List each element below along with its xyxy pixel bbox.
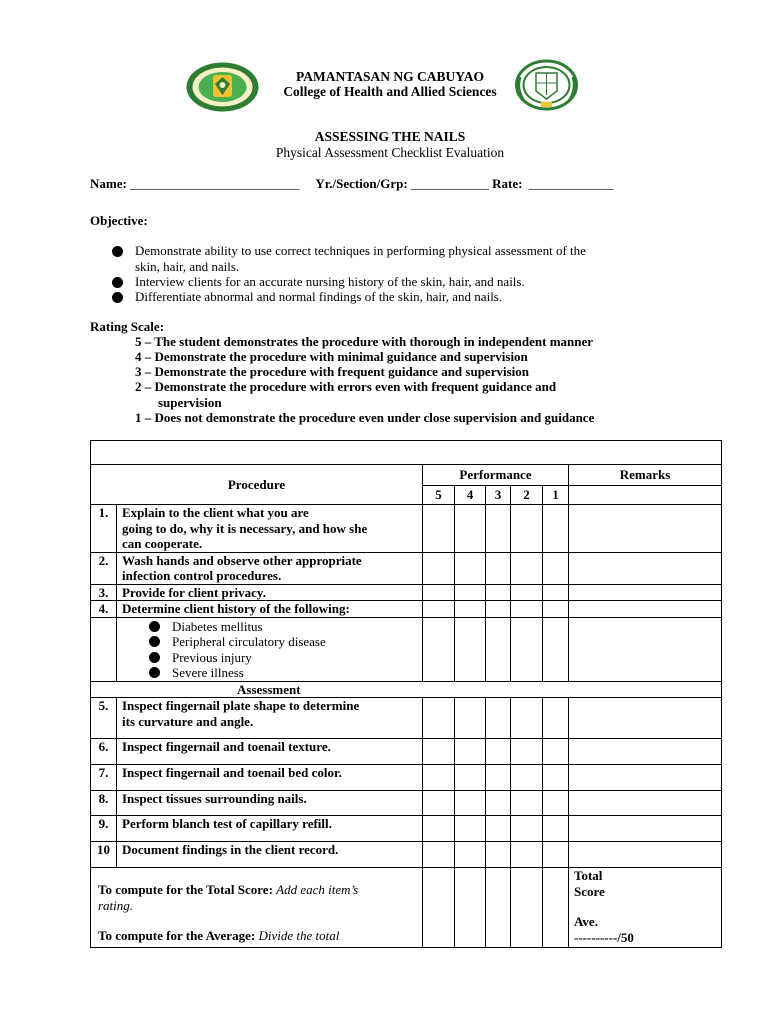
section-blank[interactable]: ____________ bbox=[410, 176, 489, 191]
item-number: 5. bbox=[91, 698, 117, 739]
table-row bbox=[91, 816, 722, 842]
rating-scale-line: supervision bbox=[158, 395, 222, 410]
score-cell[interactable] bbox=[455, 698, 486, 739]
score-cell[interactable] bbox=[543, 698, 569, 739]
score-cell[interactable] bbox=[543, 584, 569, 601]
score-cell[interactable] bbox=[455, 739, 486, 765]
total-score-row bbox=[91, 868, 722, 948]
student-info-line bbox=[90, 176, 613, 192]
score-cell[interactable] bbox=[486, 505, 511, 553]
objective-text: Demonstrate ability to use correct techniques in performing physical assessment of the bbox=[135, 243, 586, 258]
page-title: ASSESSING THE NAILS bbox=[314, 129, 466, 144]
score-cell[interactable] bbox=[511, 617, 543, 681]
score-cell[interactable] bbox=[543, 739, 569, 765]
empty-cell bbox=[91, 617, 117, 681]
bullet-icon bbox=[149, 636, 160, 647]
score-cell[interactable] bbox=[543, 601, 569, 618]
item-number: 9. bbox=[91, 816, 117, 842]
item-number: 4. bbox=[91, 601, 117, 618]
list-item: Severe illness bbox=[149, 665, 417, 681]
score-cell[interactable] bbox=[455, 816, 486, 842]
score-cell[interactable] bbox=[455, 505, 486, 553]
page-subtitle: Physical Assessment Checklist Evaluation bbox=[275, 145, 505, 160]
score-header: 4 bbox=[455, 486, 486, 505]
score-cell[interactable] bbox=[423, 842, 455, 868]
score-cell[interactable] bbox=[511, 816, 543, 842]
item-text: Inspect fingernail and toenail texture. bbox=[117, 739, 423, 765]
score-cell[interactable] bbox=[423, 816, 455, 842]
college-name: College of Health and Allied Sciences bbox=[283, 84, 497, 99]
score-cell[interactable] bbox=[486, 739, 511, 765]
score-cell[interactable] bbox=[423, 601, 455, 618]
item-number: 6. bbox=[91, 739, 117, 765]
score-cell[interactable] bbox=[543, 765, 569, 791]
score-cell[interactable] bbox=[455, 584, 486, 601]
item-number: 2. bbox=[91, 552, 117, 584]
bullet-icon bbox=[149, 667, 160, 678]
list-item: Diabetes mellitus bbox=[149, 619, 417, 635]
rating-scale-line: 1 – Does not demonstrate the procedure even under close supervision and guidance bbox=[135, 410, 595, 425]
table-row bbox=[91, 698, 722, 739]
item-text: Wash hands and observe other appropriate infection control procedures. bbox=[117, 552, 423, 584]
performance-header: Performance bbox=[423, 465, 569, 486]
score-cell[interactable] bbox=[511, 505, 543, 553]
score-cell[interactable] bbox=[423, 765, 455, 791]
name-label: Name: bbox=[90, 176, 127, 191]
compute-instructions: To compute for the Total Score: Add each item’s rating. To compute for the Average: Divide the total bbox=[91, 868, 423, 948]
remarks-cell[interactable] bbox=[569, 584, 722, 601]
score-cell[interactable] bbox=[511, 842, 543, 868]
item-number: 7. bbox=[91, 765, 117, 791]
item-text: Inspect fingernail plate shape to determine its curvature and angle. bbox=[117, 698, 423, 739]
score-cell[interactable] bbox=[486, 584, 511, 601]
score-cell[interactable] bbox=[511, 868, 543, 948]
remarks-cell[interactable] bbox=[569, 791, 722, 816]
score-cell[interactable] bbox=[543, 552, 569, 584]
table-row bbox=[91, 765, 722, 791]
objective-text: skin, hair, and nails. bbox=[135, 259, 240, 274]
score-cell[interactable] bbox=[511, 765, 543, 791]
score-cell[interactable] bbox=[511, 739, 543, 765]
score-cell[interactable] bbox=[486, 765, 511, 791]
remarks-cell[interactable] bbox=[569, 765, 722, 791]
score-cell[interactable] bbox=[486, 842, 511, 868]
bullet-icon bbox=[112, 277, 123, 288]
assessment-label: Assessment bbox=[91, 681, 722, 698]
remarks-cell[interactable] bbox=[569, 617, 722, 681]
item-text: Explain to the client what you are going to do, why it is necessary, and how she can cooperate. bbox=[117, 505, 423, 553]
remarks-cell[interactable] bbox=[569, 842, 722, 868]
item-number: 1. bbox=[91, 505, 117, 553]
score-cell[interactable] bbox=[455, 842, 486, 868]
score-cell[interactable] bbox=[423, 617, 455, 681]
bullet-icon bbox=[112, 292, 123, 303]
score-cell[interactable] bbox=[511, 584, 543, 601]
section-label: Yr./Section/Grp: bbox=[315, 176, 408, 191]
objective-item bbox=[112, 289, 502, 305]
table-row bbox=[91, 842, 722, 868]
objective-label: Objective: bbox=[90, 213, 148, 228]
remarks-cell[interactable] bbox=[569, 739, 722, 765]
rating-scale-line: 5 – The student demonstrates the procedure with thorough in independent manner bbox=[135, 334, 594, 349]
remarks-header: Remarks bbox=[569, 465, 722, 486]
score-cell[interactable] bbox=[511, 791, 543, 816]
score-header: 3 bbox=[486, 486, 511, 505]
score-cell[interactable] bbox=[455, 791, 486, 816]
item-text: Inspect fingernail and toenail bed color. bbox=[117, 765, 423, 791]
rating-scale-line: 2 – Demonstrate the procedure with errors even with frequent guidance and bbox=[135, 379, 557, 394]
remarks-cell[interactable] bbox=[569, 486, 722, 505]
score-cell[interactable] bbox=[486, 868, 511, 948]
remarks-cell[interactable] bbox=[569, 601, 722, 618]
university-name: PAMANTASAN NG CABUYAO bbox=[295, 69, 484, 84]
score-header: 1 bbox=[543, 486, 569, 505]
table-row bbox=[91, 601, 722, 618]
total-score-cell[interactable]: Total Score Ave. ----------/50 bbox=[569, 868, 722, 948]
score-cell[interactable] bbox=[423, 698, 455, 739]
item-text: Determine client history of the following: bbox=[117, 601, 423, 618]
score-cell[interactable] bbox=[486, 698, 511, 739]
table-row bbox=[91, 584, 722, 601]
score-cell[interactable] bbox=[423, 868, 455, 948]
remarks-cell[interactable] bbox=[569, 505, 722, 553]
score-header: 5 bbox=[423, 486, 455, 505]
score-cell[interactable] bbox=[455, 552, 486, 584]
table-row bbox=[91, 505, 722, 553]
rating-scale-line: 4 – Demonstrate the procedure with minimal guidance and supervision bbox=[135, 349, 528, 364]
checklist-table bbox=[90, 440, 722, 948]
score-cell[interactable] bbox=[455, 617, 486, 681]
item-text: Provide for client privacy. bbox=[117, 584, 423, 601]
score-cell[interactable] bbox=[423, 791, 455, 816]
rate-label: Rate: bbox=[492, 176, 523, 191]
score-cell[interactable] bbox=[543, 816, 569, 842]
objective-item bbox=[112, 274, 525, 290]
objective-text: Interview clients for an accurate nursing history of the skin, hair, and nails. bbox=[135, 274, 525, 289]
rate-blank[interactable]: _____________ bbox=[528, 176, 614, 191]
name-blank[interactable]: __________________________ bbox=[130, 176, 300, 191]
objective-text: Differentiate abnormal and normal findings of the skin, hair, and nails. bbox=[135, 289, 503, 304]
score-cell[interactable] bbox=[455, 765, 486, 791]
table-row bbox=[91, 739, 722, 765]
score-cell[interactable] bbox=[423, 552, 455, 584]
remarks-cell[interactable] bbox=[569, 698, 722, 739]
score-cell[interactable] bbox=[423, 739, 455, 765]
score-cell[interactable] bbox=[486, 816, 511, 842]
assessment-section-row bbox=[91, 681, 722, 698]
table-row bbox=[91, 552, 722, 584]
score-cell[interactable] bbox=[486, 601, 511, 618]
item-number: 8. bbox=[91, 791, 117, 816]
item-text: Inspect tissues surrounding nails. bbox=[117, 791, 423, 816]
score-cell[interactable] bbox=[543, 868, 569, 948]
item-text: Document findings in the client record. bbox=[117, 842, 423, 868]
history-items-row bbox=[91, 617, 722, 681]
remarks-cell[interactable] bbox=[569, 816, 722, 842]
score-cell[interactable] bbox=[543, 617, 569, 681]
bullet-icon bbox=[112, 246, 123, 257]
bullet-icon bbox=[149, 652, 160, 663]
score-cell[interactable] bbox=[543, 505, 569, 553]
score-cell[interactable] bbox=[543, 842, 569, 868]
procedure-header: Procedure bbox=[91, 465, 423, 505]
bullet-icon bbox=[149, 621, 160, 632]
score-cell[interactable] bbox=[486, 617, 511, 681]
rating-scale-label: Rating Scale: bbox=[90, 319, 165, 334]
list-item: Previous injury bbox=[149, 650, 417, 666]
score-cell[interactable] bbox=[486, 791, 511, 816]
item-number: 10 bbox=[91, 842, 117, 868]
score-cell[interactable] bbox=[423, 505, 455, 553]
score-cell[interactable] bbox=[543, 791, 569, 816]
remarks-cell[interactable] bbox=[569, 552, 722, 584]
score-cell[interactable] bbox=[511, 698, 543, 739]
score-cell[interactable] bbox=[511, 552, 543, 584]
score-header: 2 bbox=[511, 486, 543, 505]
history-list bbox=[117, 617, 423, 681]
rating-scale-line: 3 – Demonstrate the procedure with frequent guidance and supervision bbox=[135, 364, 529, 379]
score-cell[interactable] bbox=[455, 601, 486, 618]
objective-item bbox=[112, 243, 586, 275]
score-cell[interactable] bbox=[423, 584, 455, 601]
item-number: 3. bbox=[91, 584, 117, 601]
table-top-blank-row bbox=[91, 441, 722, 465]
list-item: Peripheral circulatory disease bbox=[149, 634, 417, 650]
item-text: Perform blanch test of capillary refill. bbox=[117, 816, 423, 842]
score-cell[interactable] bbox=[486, 552, 511, 584]
score-cell[interactable] bbox=[511, 601, 543, 618]
score-cell[interactable] bbox=[455, 868, 486, 948]
table-row bbox=[91, 791, 722, 816]
